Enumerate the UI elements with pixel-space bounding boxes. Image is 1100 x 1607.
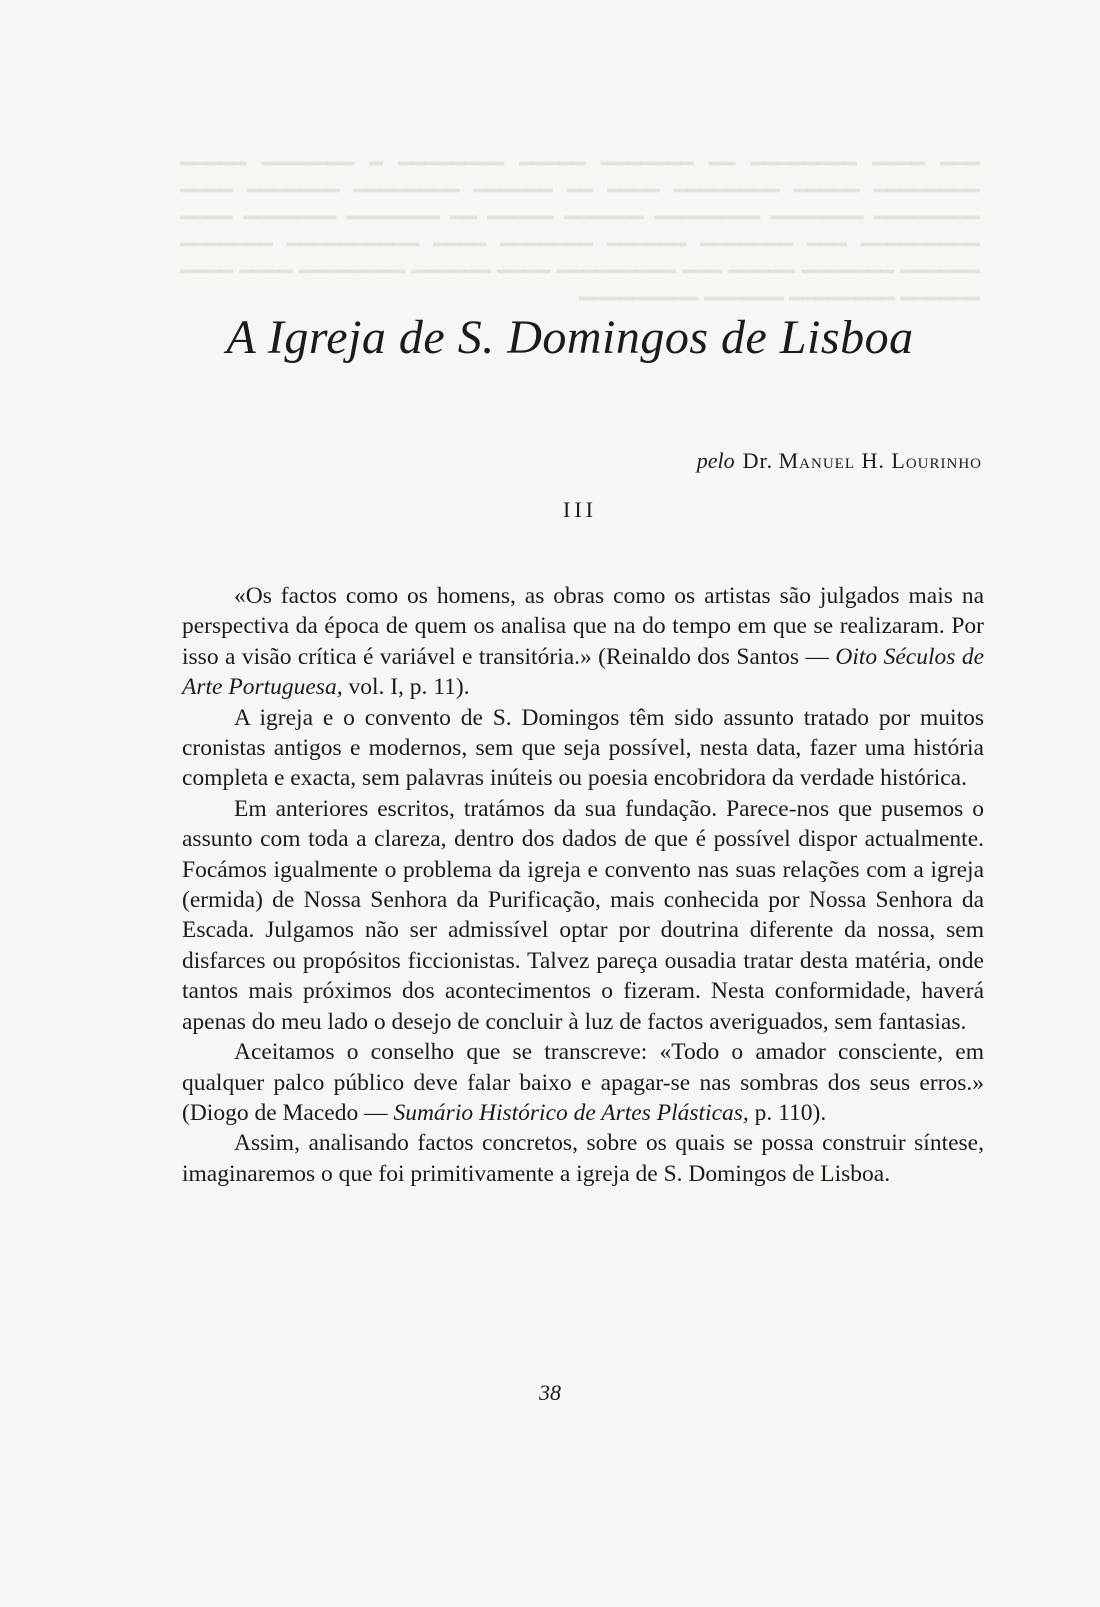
paragraph-text: p. 110). [748, 1099, 827, 1126]
page-number: 38 [539, 1380, 561, 1405]
paragraph-text: «Os factos como os homens, as obras como os artistas são julgados mais na perspectiva da época de quem os analisa que na do tempo em que se realizaram. Por isso a visão crítica é variável e transitória.» (Reinaldo dos Santos — [182, 583, 984, 670]
cited-work-title: Oito Séculos de Arte Portuguesa, [182, 643, 984, 701]
byline-author: Manuel H. Lourinho [778, 448, 982, 473]
article-title: A Igreja de S. Domingos de Lisboa [226, 311, 914, 364]
body-paragraph [182, 703, 984, 794]
body-paragraph [182, 794, 984, 1037]
paragraph-text: Assim, analisando factos concretos, sobre os quais se possa construir síntese, imaginaremos o que foi primitivamente a igreja de S. Domingos de Lisboa. [182, 1130, 984, 1187]
section-number: III [563, 497, 597, 522]
paragraph-text: A igreja e o convento de S. Domingos têm sido assunto tratado por muitos cronistas antigos e modernos, sem que seja possível, nesta data, fazer uma história completa e exacta, sem palavras inúteis ou poesia encobridora da verdade histórica. [182, 704, 984, 792]
body-paragraph [182, 1128, 984, 1189]
article-body [182, 581, 984, 1189]
paragraph-text: Em anteriores escritos, tratámos da sua fundação. Parece-nos que pusemos o assunto com toda a clareza, dentro dos dados de que é possível dispor actualmente. Focámos igualmente o problema da igreja e convento nas suas relações com a igreja (ermida) de Nossa Senhora da Purificação, mais conhecida por Nossa Senhora da Escada. Julgamos não ser admissível optar por doutrina diferente da nossa, sem disfarces ou propósitos ficcionistas. Talvez pareça ousadia tratar desta matéria, onde tantos mais próximos dos acontecimentos o fizeram. Nesta conformidade, haverá apenas do meu lado o desejo de concluir à luz de factos averiguados, sem fantasias. [182, 795, 984, 1035]
byline-prefix: pelo [696, 448, 735, 473]
body-paragraph [182, 1037, 984, 1128]
cited-work-title: Sumário Histórico de Artes Plásticas, [393, 1099, 749, 1126]
byline-honorific: Dr. [742, 448, 774, 473]
paragraph-text: vol. I, p. 11). [342, 674, 470, 701]
bleed-through-text: ━━━ ━━━━ ━━━━━━━━ ━━ ━━━━━━━ ━━━━━ ━━━━━━━━ ━ ━━━━━━━ ━━━━━ ━━━━━━━━ ━━━━━ ━━━━━━━━ ━━━━ ━━ ━━━━━━ ━━━━━━━━ ━━━━━━━ ━━━━ ━━━━━━━━ ━━━━━━━ ━━━━━━━━ ━━━━━━ ━━━━━ ━━ ━━━━━━━ ━━━━━━━ ━━━━ ━━━━━━━━━ ━━━ ━━━━━━━ ━━━━━━ ━━━━━━━ ━━━━ ━━━━━━━━━━ ━━━━━━━ ━━━━━━ ━━━━━━━ ━━━━━ ━━━ ━━━━━━━━━ ━━━━ ━━━━━━ ━━━━━━━━ ━━━━ ━━━━ ━━━━━━ ━━━━━━━━ ━━━━━━ ━━━━━━━━━ [180, 151, 980, 311]
paragraph-text: Aceitamos o conselho que se transcreve: «Todo o amador consciente, em qualquer palco público deve falar baixo e apagar-se nas sombras dos seus erros.» (Diogo de Macedo — [182, 1039, 984, 1126]
body-paragraph [182, 581, 984, 703]
byline [697, 448, 982, 474]
